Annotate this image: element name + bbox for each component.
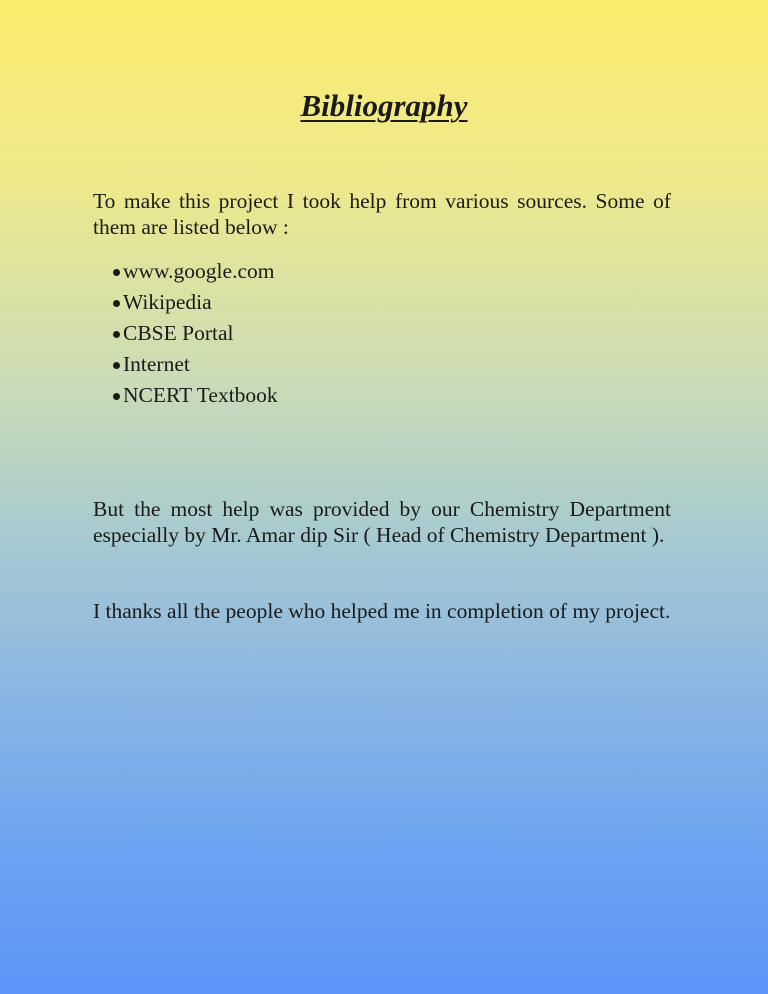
bullet-icon (113, 393, 120, 400)
source-label: CBSE Portal (123, 321, 234, 345)
list-item (93, 287, 278, 318)
source-label: NCERT Textbook (123, 383, 278, 407)
bullet-icon (113, 269, 120, 276)
sources-list (93, 256, 278, 411)
list-item (93, 349, 278, 380)
page-title: Bibliography (300, 88, 468, 123)
intro-paragraph: To make this project I took help from various sources. Some of them are listed below : (93, 189, 671, 239)
bullet-icon (113, 331, 120, 338)
list-item (93, 256, 278, 287)
bullet-icon (113, 300, 120, 307)
source-label: Internet (123, 352, 190, 376)
bullet-icon (113, 362, 120, 369)
list-item (93, 380, 278, 411)
acknowledgement-paragraph: But the most help was provided by our Chemistry Department especially by Mr. Amar dip Sir ( Head of Chemistry Department ). (93, 497, 671, 547)
source-label: Wikipedia (123, 290, 212, 314)
thanks-paragraph: I thanks all the people who helped me in completion of my project. (93, 599, 671, 623)
source-label: www.google.com (123, 259, 275, 283)
list-item (93, 318, 278, 349)
